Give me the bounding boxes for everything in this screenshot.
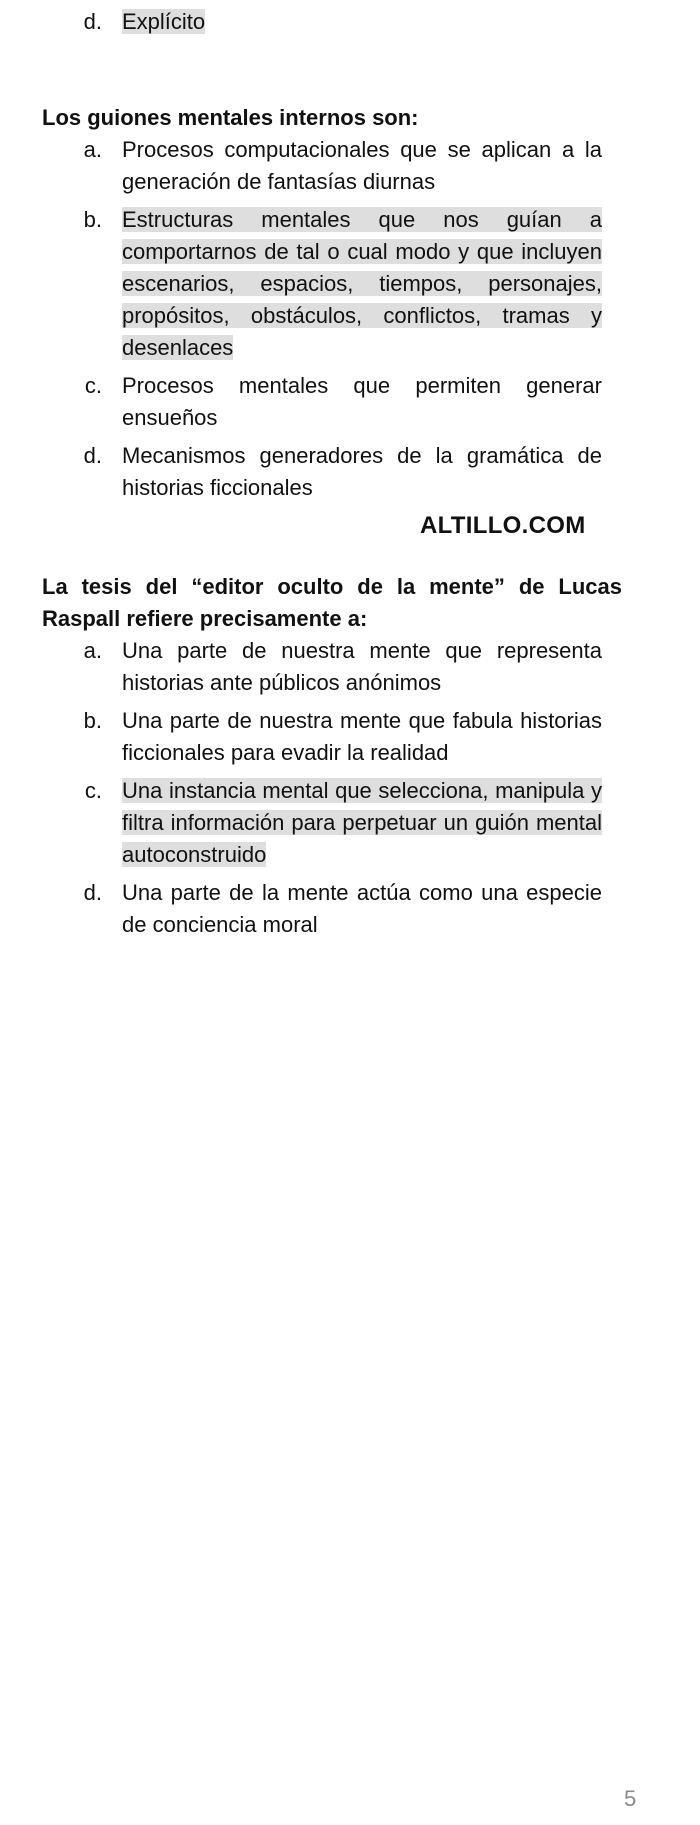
option-list (42, 6, 622, 38)
option-c (42, 775, 622, 871)
option-list (42, 134, 622, 504)
option-text: Mecanismos generadores de la gramática de historias ficcionales (122, 443, 602, 500)
option-letter: a. (83, 137, 102, 162)
option-letter: d. (83, 880, 102, 905)
option-d (42, 440, 622, 504)
option-text-highlighted: Una instancia mental que selecciona, manipula y filtra información para perpetuar un guión mental autoconstruido (122, 778, 602, 867)
option-text: Una parte de nuestra mente que representa historias ante públicos anónimos (122, 638, 602, 695)
question-2 (42, 571, 622, 947)
question-prompt: La tesis del “editor oculto de la mente” de Lucas Raspall refiere precisamente a: (42, 574, 622, 631)
option-d (42, 877, 622, 941)
option-b (42, 204, 622, 364)
option-c (42, 370, 622, 434)
option-text: Una parte de la mente actúa como una especie de conciencia moral (122, 880, 602, 937)
option-d (42, 6, 622, 38)
question-prompt: Los guiones mentales internos son: (42, 105, 419, 130)
option-letter: c. (84, 778, 102, 803)
option-text: Procesos mentales que permiten generar ensueños (122, 373, 602, 430)
option-letter: c. (84, 373, 102, 398)
option-b (42, 705, 622, 769)
option-list (42, 635, 622, 941)
question-1 (42, 102, 622, 510)
option-letter: b. (83, 207, 102, 232)
option-a (42, 635, 622, 699)
option-text: Procesos computacionales que se aplican a la generación de fantasías diurnas (122, 137, 602, 194)
option-letter: d. (83, 9, 102, 34)
option-text-highlighted: Explícito (122, 9, 206, 34)
previous-question-tail (42, 6, 622, 44)
option-a (42, 134, 622, 198)
option-letter: d. (83, 443, 102, 468)
option-text-highlighted: Estructuras mentales que nos guían a comportarnos de tal o cual modo y que incluyen escenarios, espacios, tiempos, personajes, propósitos, obstáculos, conflictos, tramas y desenlaces (122, 207, 602, 360)
option-letter: a. (83, 638, 102, 663)
option-letter: b. (83, 708, 102, 733)
page-number: 5 (624, 1786, 637, 1811)
site-watermark: ALTILLO.COM (420, 512, 586, 539)
option-text: Una parte de nuestra mente que fabula historias ficcionales para evadir la realidad (122, 708, 602, 765)
